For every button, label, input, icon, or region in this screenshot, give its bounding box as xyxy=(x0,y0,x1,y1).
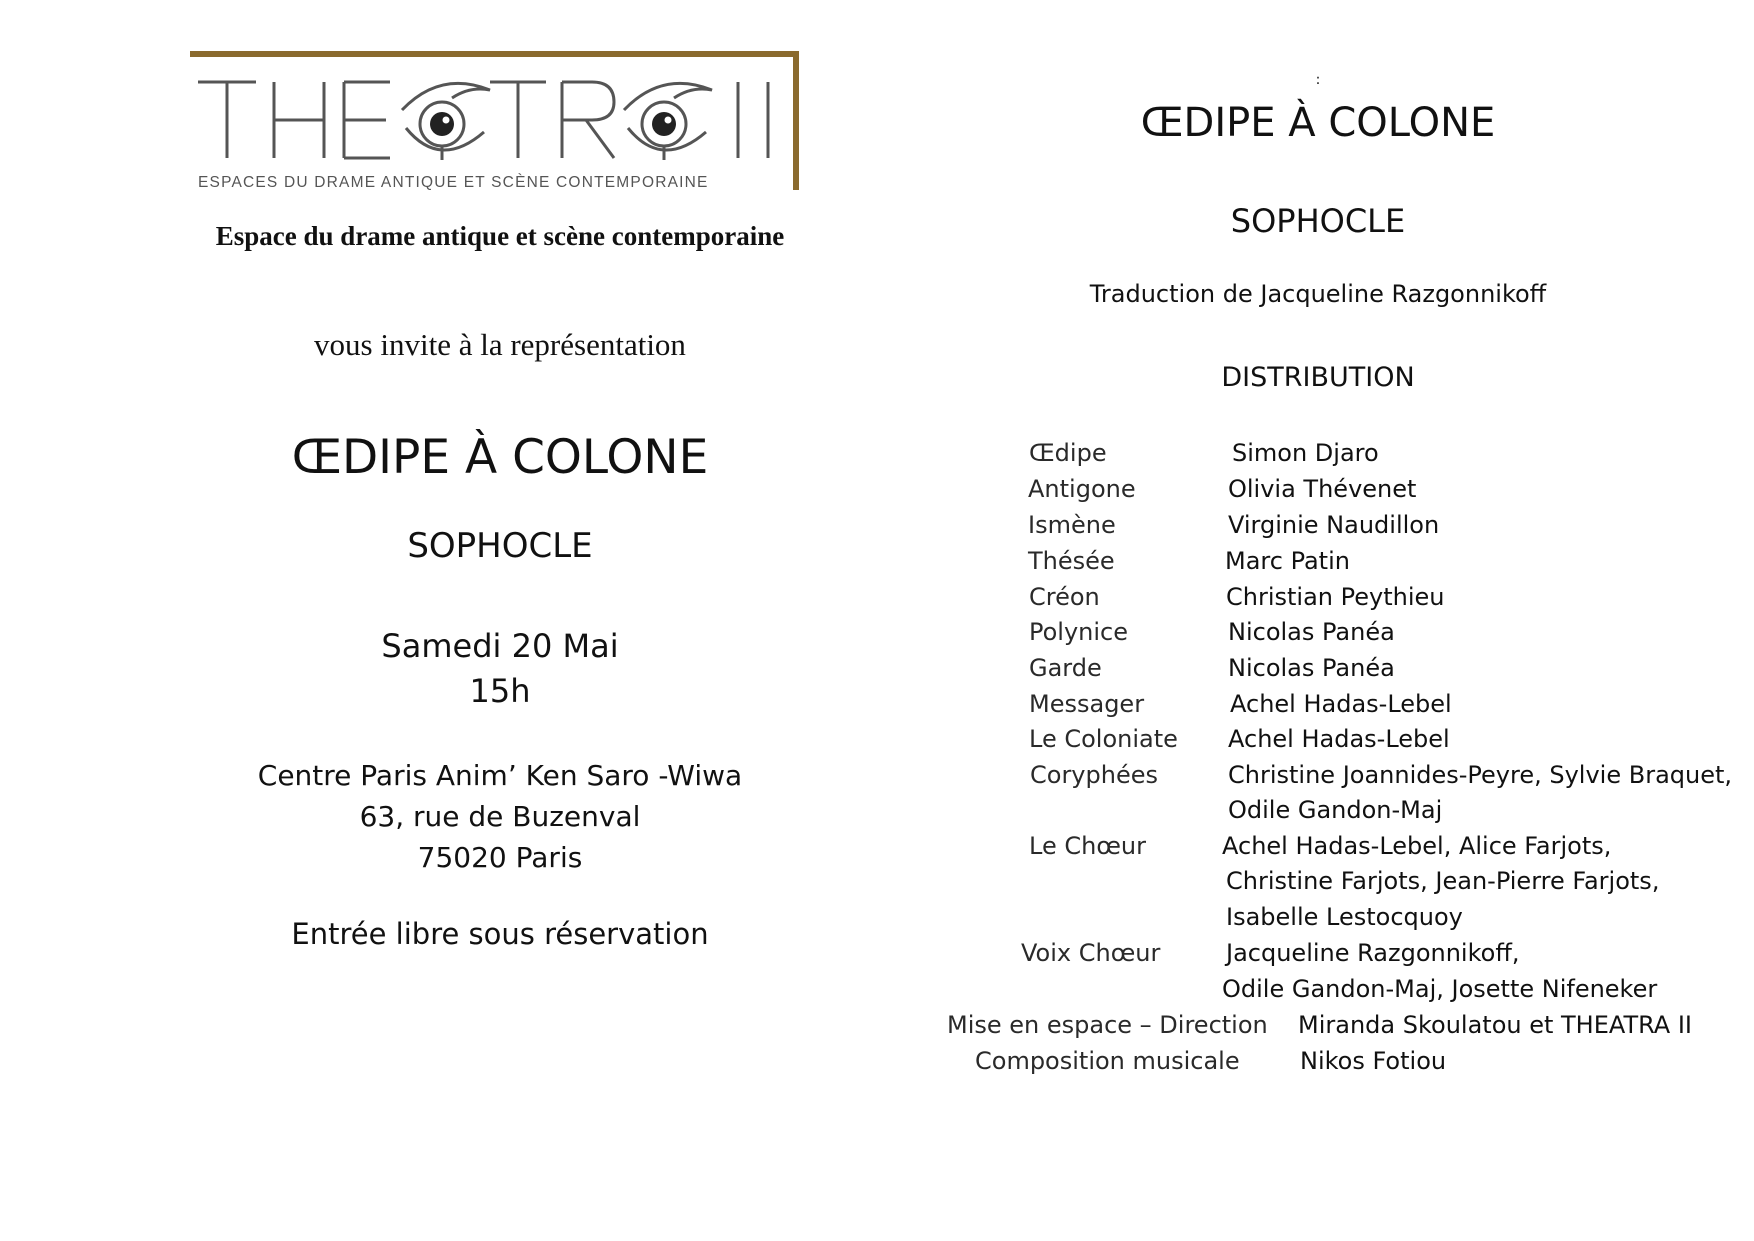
cast-actor: Miranda Skoulatou et THEATRA II xyxy=(1298,1011,1693,1039)
cast-actor: Achel Hadas-Lebel xyxy=(1228,725,1450,753)
cast-role: Composition musicale xyxy=(975,1047,1240,1075)
translation-credit: Traduction de Jacqueline Razgonnikoff xyxy=(1089,280,1547,308)
performance-time: 15h xyxy=(469,672,531,710)
cast-actor: Nicolas Panéa xyxy=(1228,618,1395,646)
cast-actor: Odile Gandon-Maj, Josette Nifeneker xyxy=(1222,975,1658,1003)
cast-actor: Marc Patin xyxy=(1225,547,1350,575)
venue-name: Centre Paris Anim’ Ken Saro -Wiwa xyxy=(257,759,743,792)
cast-role: Thésée xyxy=(1028,547,1115,575)
venue-address xyxy=(100,755,900,878)
cast-actor: Christian Peythieu xyxy=(1226,583,1445,611)
cast-actor: Odile Gandon-Maj xyxy=(1228,796,1443,824)
cast-actor: Jacqueline Razgonnikoff, xyxy=(1226,939,1520,967)
cast-role: Messager xyxy=(1029,690,1145,718)
organization-subtitle: Espace du drame antique et scène contemporaine xyxy=(215,221,785,251)
cast-role: Le Chœur xyxy=(1029,832,1146,860)
cast-role: Polynice xyxy=(1029,618,1129,646)
cast-actor: Nikos Fotiou xyxy=(1300,1047,1447,1075)
theatra-logo xyxy=(190,50,800,195)
cast-role: Coryphées xyxy=(1030,761,1158,789)
play-title: ŒDIPE À COLONE xyxy=(291,430,709,485)
cast-actor: Isabelle Lestocquoy xyxy=(1226,903,1463,931)
venue-street: 63, rue de Buzenval xyxy=(359,800,641,833)
program-author: SOPHOCLE xyxy=(1230,202,1406,240)
cast-actor: Christine Joannides-Peyre, Sylvie Braquet, xyxy=(1228,761,1733,789)
cast-actor: Nicolas Panéa xyxy=(1228,654,1395,682)
cast-actor: Virginie Naudillon xyxy=(1228,511,1440,539)
cast-actor: Simon Djaro xyxy=(1232,439,1379,467)
play-author: SOPHOCLE xyxy=(407,526,593,566)
colon-mark: : xyxy=(1315,72,1321,88)
cast-role: Garde xyxy=(1029,654,1102,682)
entry-note: Entrée libre sous réservation xyxy=(291,917,709,951)
cast-role: Mise en espace – Direction xyxy=(947,1011,1268,1039)
cast-actor: Achel Hadas-Lebel xyxy=(1230,690,1452,718)
cast-actor: Christine Farjots, Jean-Pierre Farjots, xyxy=(1226,867,1660,895)
program-title: ŒDIPE À COLONE xyxy=(1140,100,1496,146)
cast-actor: Olivia Thévenet xyxy=(1228,475,1417,503)
cast-role: Antigone xyxy=(1028,475,1136,503)
cast-role: Créon xyxy=(1029,583,1100,611)
invite-text: vous invite à la représentation xyxy=(314,327,686,362)
performance-date: Samedi 20 Mai xyxy=(381,627,619,665)
cast-role: Le Coloniate xyxy=(1029,725,1178,753)
cast-role: Ismène xyxy=(1028,511,1116,539)
venue-city: 75020 Paris xyxy=(417,841,583,874)
distribution-heading: DISTRIBUTION xyxy=(1221,362,1415,393)
cast-actor: Achel Hadas-Lebel, Alice Farjots, xyxy=(1222,832,1612,860)
logo-tagline: ESPACES DU DRAME ANTIQUE ET SCÈNE CONTEMPORAINE xyxy=(198,174,709,191)
cast-role: Voix Chœur xyxy=(1021,939,1161,967)
cast-role: Œdipe xyxy=(1029,439,1107,467)
